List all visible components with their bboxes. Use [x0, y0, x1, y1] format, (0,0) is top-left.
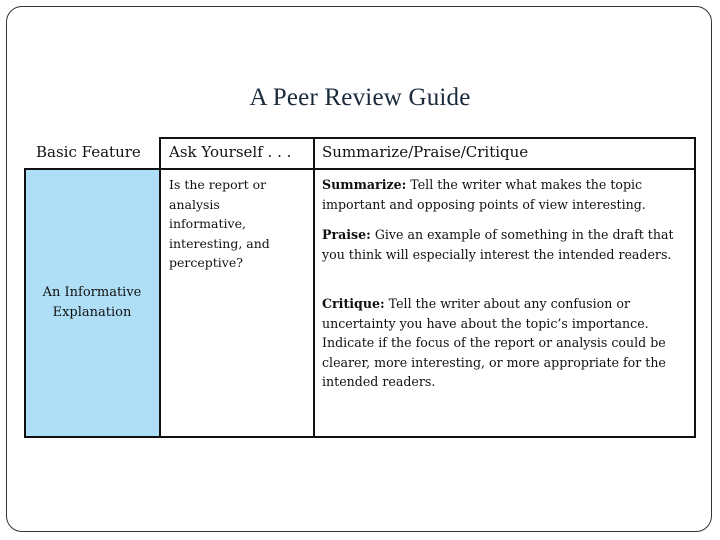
- page-title: A Peer Review Guide: [249, 84, 471, 111]
- header-divider: [24, 168, 696, 170]
- critique-lead: Critique:: [322, 296, 385, 311]
- critique-text: Tell the writer about any confusion or uncertainty you have about the topic’s importance. Indicate if the focus of the report or analysis could be clearer, more interesting, or more appropriate for the intended readers.: [322, 296, 666, 389]
- table-right-border: [694, 137, 696, 438]
- feature-label: An Informative Explanation: [42, 285, 142, 320]
- header-summarize-praise-critique: Summarize/Praise/Critique: [322, 143, 529, 161]
- praise-paragraph: [322, 225, 694, 264]
- table-bottom-border: [24, 436, 696, 438]
- praise-lead: Praise:: [322, 227, 371, 242]
- column-divider-2: [313, 137, 315, 438]
- header-ask-yourself: Ask Yourself . . .: [169, 143, 292, 161]
- peer-review-table: [24, 137, 696, 438]
- critique-paragraph: [322, 294, 694, 392]
- summarize-text: Tell the writer what makes the topic important and opposing points of view interesting.: [322, 177, 646, 212]
- table-top-border: [160, 137, 696, 139]
- header-basic-feature: Basic Feature: [36, 143, 141, 161]
- summarize-paragraph: [322, 175, 694, 214]
- summarize-lead: Summarize:: [322, 177, 407, 192]
- ask-yourself-text: Is the report or analysis informative, interesting, and perceptive?: [169, 177, 270, 270]
- praise-text: Give an example of something in the draft that you think will especially interest the intended readers.: [322, 227, 674, 262]
